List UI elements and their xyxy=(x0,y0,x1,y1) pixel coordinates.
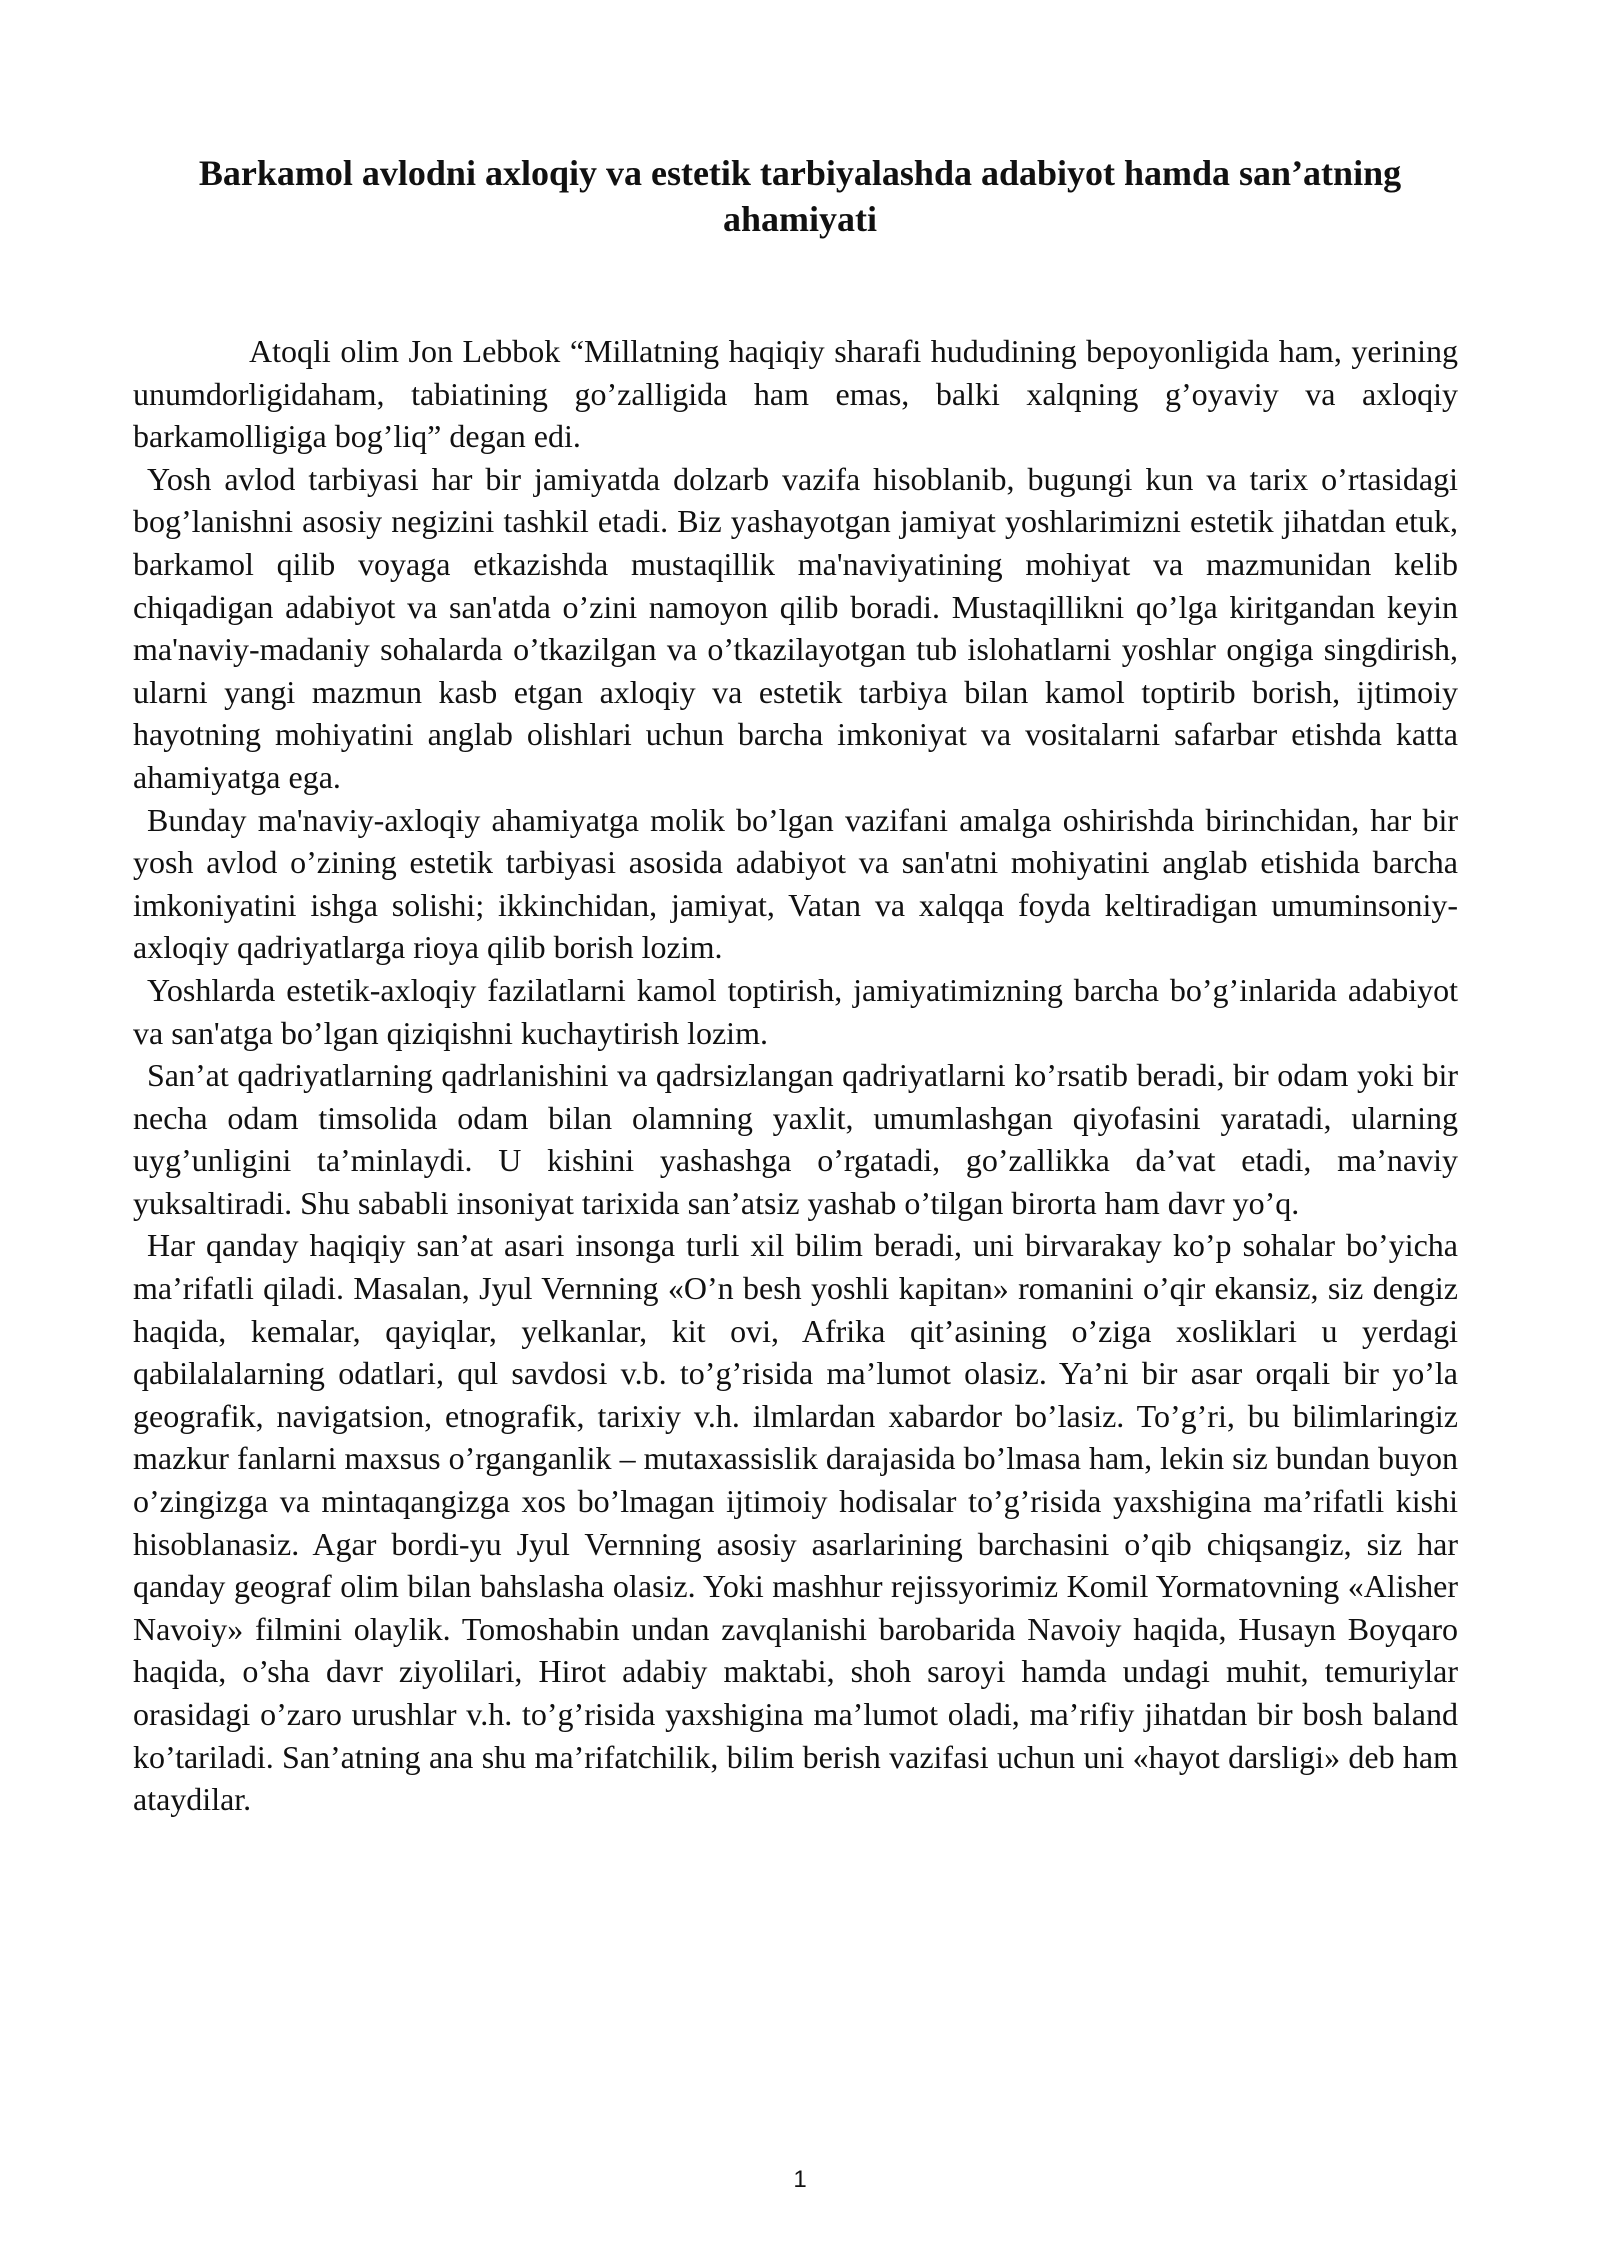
paragraph-2: Yosh avlod tarbiyasi har bir jamiyatda dolzarb vazifa hisoblanib, bugungi kun va tarix o’rtasidagi bog’lanishni asosiy negizini tashkil etadi. Biz yashayotgan jamiyat yoshlarimizni estetik jihatdan etuk, barkamol qilib voyaga etkazishda mustaqillik ma'naviyatining mohiyat va mazmunidan kelib chiqadigan adabiyot va san'atda o’zini namoyon qilib boradi. Mustaqillikni qo’lga kiritgandan keyin ma'naviy-madaniy sohalarda o’tkazilgan va o’tkazilayotgan tub islohatlarni yoshlar ongiga singdirish, ularni yangi mazmun kasb etgan axloqiy va estetik tarbiya bilan kamol toptirib borish, ijtimoiy hayotning mohiyatini anglab olishlari uchun barcha imkoniyat va vositalarni safarbar etishda katta ahamiyatga ega. xyxy=(133,460,1458,795)
page-number: 1 xyxy=(793,2166,807,2193)
document-title: Barkamol avlodni axloqiy va estetik tarbiyalashda adabiyot hamda san’atning ahamiyati xyxy=(198,153,1402,239)
paragraph-5: San’at qadriyatlarning qadrlanishini va qadrsizlangan qadriyatlarni ko’rsatib beradi, bir odam yoki bir necha odam timsolida odam bilan olamning yaxlit, umumlashgan qiyofasini yaratadi, ularning uyg’unligini ta’minlaydi. U kishini yashashga o’rgatadi, go’zallikka da’vat etadi, ma’naviy yuksaltiradi. Shu sababli insoniyat tarixida san’atsiz yashab o’tilgan birorta ham davr yo’q. xyxy=(133,1057,1458,1221)
paragraph-1: Atoqli olim Jon Lebbok “Millatning haqiqiy sharafi hududining bepoyonligida ham, yerining unumdorligidaham, tabiatining go’zalligida ham emas, balki xalqning g’oyaviy va axloqiy barkamolligiga bog’liq” degan edi. xyxy=(133,333,1458,455)
document-body xyxy=(133,330,1458,1821)
paragraph-3: Bunday ma'naviy-axloqiy ahamiyatga molik bo’lgan vazifani amalga oshirishda birinchidan, har bir yosh avlod o’zining estetik tarbiyasi asosida adabiyot va san'atni mohiyatini anglab etishida barcha imkoniyatini ishga solishi; ikkinchidan, jamiyat, Vatan va xalqqa foyda keltiradigan umuminsoniy-axloqiy qadriyatlarga rioya qilib borish lozim. xyxy=(133,801,1458,966)
paragraph-4: Yoshlarda estetik-axloqiy fazilatlarni kamol toptirish, jamiyatimizning barcha bo’g’inlarida adabiyot va san'atga bo’lgan qiziqishni kuchaytirish lozim. xyxy=(133,971,1458,1051)
paragraph-6: Har qanday haqiqiy san’at asari insonga turli xil bilim beradi, uni birvarakay ko’p sohalar bo’yicha ma’rifatli qiladi. Masalan, Jyul Vernning «O’n besh yoshli kapitan» romanini o’qir ekansiz, siz dengiz haqida, kemalar, qayiqlar, yelkanlar, kit ovi, Afrika qit’asining o’ziga xosliklari u yerdagi qabilalalarning odatlari, qul savdosi v.b. to’g’risida ma’lumot olasiz. Ya’ni bir asar orqali bir yo’la geografik, navigatsion, etnografik, tarixiy v.h. ilmlardan xabardor bo’lasiz. To’g’ri, bu bilimlaringiz mazkur fanlarni maxsus o’rganganlik – mutaxassislik darajasida bo’lmasa ham, lekin siz bundan buyon o’zingizga va mintaqangizga xos bo’lmagan ijtimoiy hodisalar to’g’risida yaxshigina ma’rifatli kishi hisoblanasiz. Agar bordi-yu Jyul Vernning asosiy asarlarining barchasini o’qib chiqsangiz, siz har qanday geograf olim bilan bahslasha olasiz. Yoki mashhur rejissyorimiz Komil Yormatovning «Alisher Navoiy» filmini olaylik. Tomoshabin undan zavqlanishi barobarida Navoiy haqida, Husayn Boyqaro haqida, o’sha davr ziyolilari, Hirot adabiy maktabi, shoh saroyi hamda undagi muhit, temuriylar orasidagi o’zaro urushlar v.h. to’g’risida yaxshigina ma’lumot oladi, ma’rifiy jihatdan bir bosh baland ko’tariladi. San’atning ana shu ma’rifatchilik, bilim berish vazifasi uchun uni «hayot darsligi» deb ham ataydilar. xyxy=(133,1227,1458,1818)
